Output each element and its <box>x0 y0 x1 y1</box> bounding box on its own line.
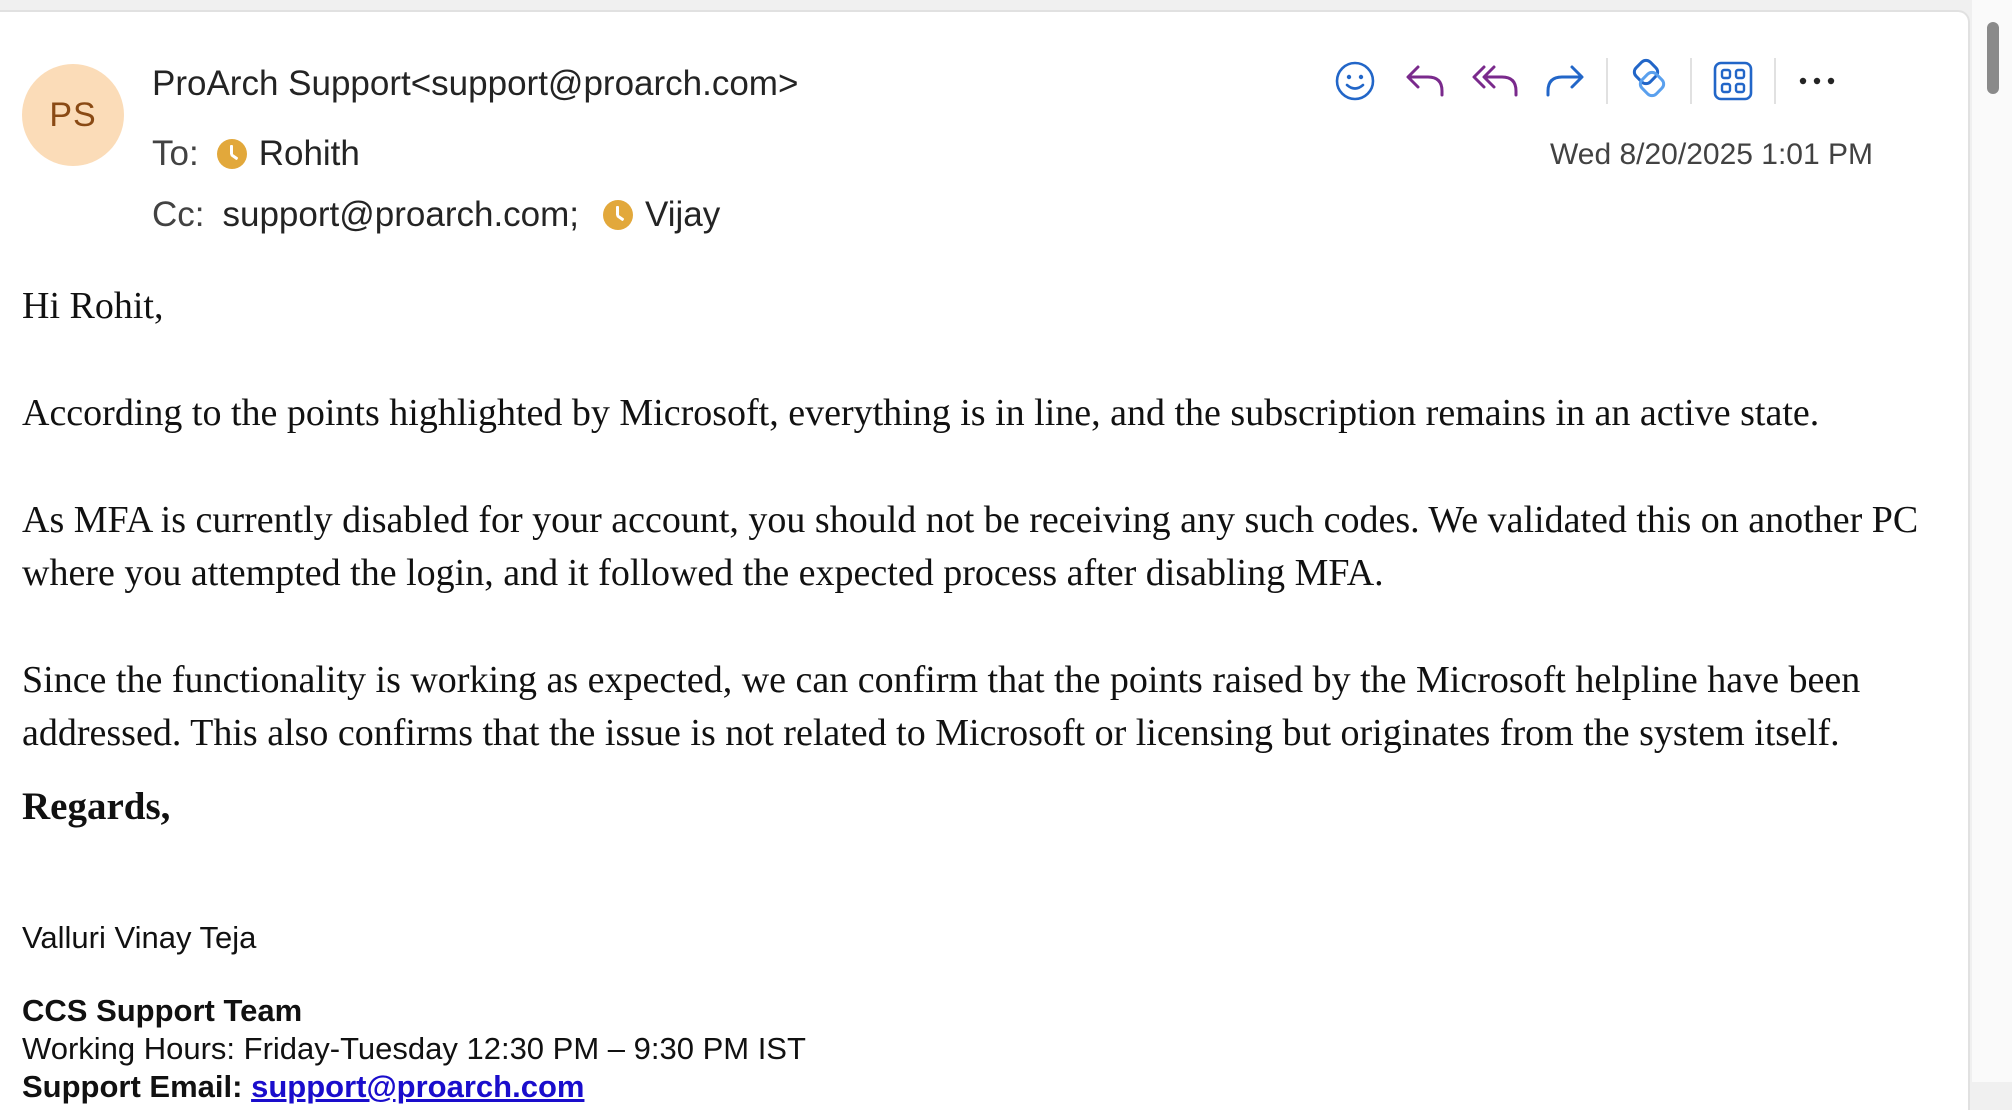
toolbar-divider <box>1606 58 1608 104</box>
avatar[interactable] <box>22 64 124 166</box>
body-paragraph-3: Since the functionality is working as expected, we can confirm that the points raised by the Microsoft helpline have been addressed. This also confirms that the issue is not related to Microsoft or licensing but originates from the system itself. <box>22 659 1861 754</box>
to-label: To: <box>152 134 199 173</box>
forward-icon[interactable] <box>1530 54 1600 108</box>
reply-icon[interactable] <box>1390 54 1460 108</box>
signature-name: Valluri Vinay Teja <box>22 920 257 955</box>
body-paragraph-2: As MFA is currently disabled for your account, you should not be receiving any such codes. We validated this on another PC where you attempted the login, and it followed the expected process after disabling MFA. <box>22 499 1919 594</box>
cc-label: Cc: <box>152 195 205 234</box>
message-date: Wed 8/20/2025 1:01 PM <box>1550 138 1873 171</box>
signature-hours: Working Hours: Friday-Tuesday 12:30 PM – 9:30 PM IST <box>22 1031 806 1066</box>
to-line <box>152 134 360 174</box>
cc-recipient-support[interactable]: support@proarch.com; <box>222 195 580 234</box>
message-body <box>22 280 1942 833</box>
toolbar-divider <box>1690 58 1692 104</box>
signature-team: CCS Support Team <box>22 993 303 1028</box>
signature-email-link[interactable]: support@proarch.com <box>251 1069 585 1104</box>
message-reading-pane <box>0 10 1970 1110</box>
presence-away-icon <box>217 139 247 169</box>
reply-all-icon[interactable] <box>1460 54 1530 108</box>
scrollbar-track[interactable] <box>1972 0 2012 1082</box>
greeting: Hi Rohit, <box>22 285 164 327</box>
cc-line <box>152 195 720 235</box>
signature-email-label: Support Email: <box>22 1069 252 1104</box>
presence-away-icon <box>603 200 633 230</box>
apps-icon[interactable] <box>1698 54 1768 108</box>
scrollbar-thumb[interactable] <box>1987 22 1999 94</box>
more-icon[interactable] <box>1782 54 1852 108</box>
cc-recipient-vijay[interactable]: Vijay <box>645 195 721 234</box>
loop-icon[interactable] <box>1614 54 1684 108</box>
regards: Regards, <box>22 785 171 828</box>
signature <box>22 920 806 1106</box>
avatar-initials: PS <box>49 95 97 134</box>
recipient-rohith[interactable]: Rohith <box>258 134 360 173</box>
signature-email <box>22 1068 806 1106</box>
sender-name[interactable]: ProArch Support<support@proarch.com> <box>152 64 799 103</box>
emoji-icon[interactable] <box>1320 54 1390 108</box>
body-paragraph-1: According to the points highlighted by Microsoft, everything is in line, and the subscription remains in an active state. <box>22 392 1820 434</box>
toolbar-divider <box>1774 58 1776 104</box>
message-toolbar <box>1320 54 1852 108</box>
